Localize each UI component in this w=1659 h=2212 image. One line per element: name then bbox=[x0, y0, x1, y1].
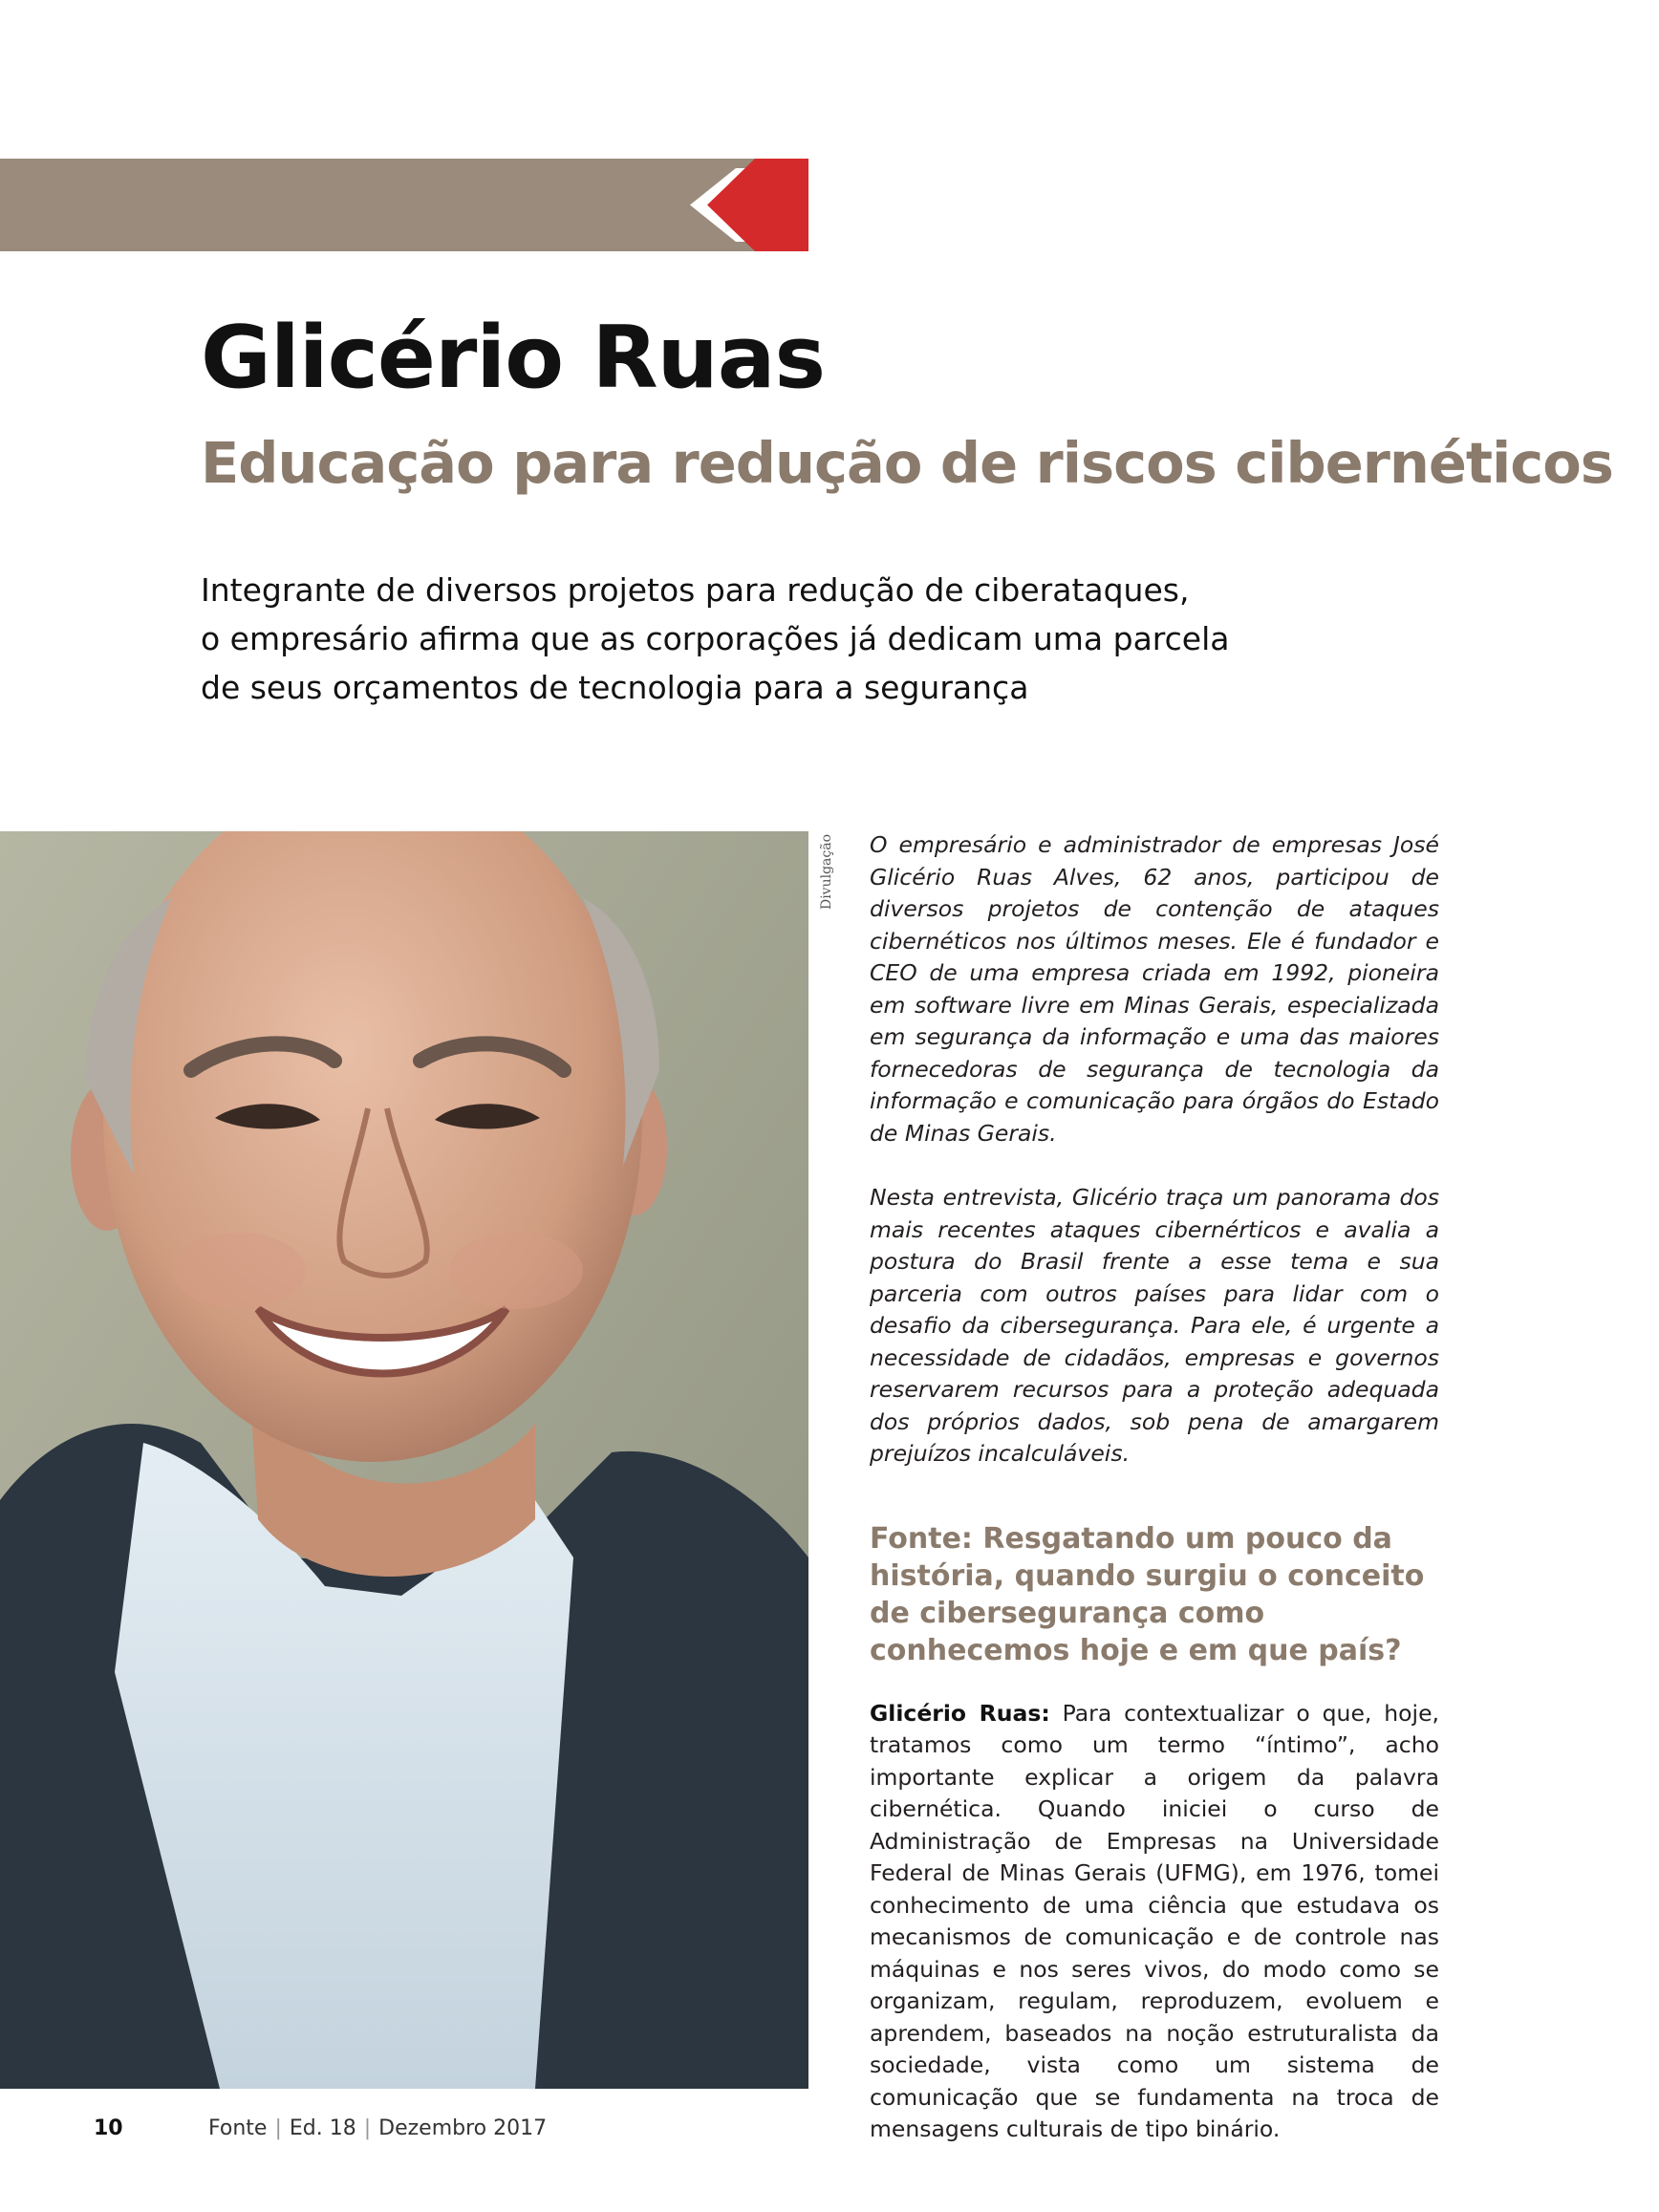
portrait-photo bbox=[0, 831, 808, 2089]
photo-credit: Divulgação bbox=[819, 834, 834, 911]
portrait-illustration bbox=[0, 831, 808, 2089]
lead-paragraph bbox=[201, 566, 1290, 712]
footer-info bbox=[208, 2116, 547, 2140]
lead-line: o empresário afirma que as corporações já dedicam uma parcela bbox=[201, 620, 1230, 657]
footer-separator: | bbox=[363, 2116, 372, 2140]
edition: Ed. 18 bbox=[289, 2116, 356, 2140]
issue-date: Dezembro 2017 bbox=[378, 2116, 548, 2140]
intro-paragraph: Nesta entrevista, Glicério traça um panorama dos mais recentes ataques cibernérticos e avalia a postura do Brasil frente a esse tema e sua parceria com outros países para lidar com o desafio da cibersegurança. Para ele, é urgente a necessidade de cidadãos, empresas e governos reservarem recursos para a proteção adequada dos próprios dados, sob pena de amargarem prejuízos incalculáveis. bbox=[870, 1184, 1439, 1467]
page-number: 10 bbox=[94, 2116, 123, 2140]
page-title: Glicério Ruas bbox=[201, 308, 826, 408]
answer-speaker: Glicério Ruas: bbox=[870, 1699, 1050, 1727]
answer-text: Para contextualizar o que, hoje, tratamos como um termo “íntimo”, acho importante explicar a origem da palavra cibernética. Quando iniciei o curso de Administração de Empresas na Universidade Federal de Minas Gerais (UFMG), em 1976, tomei conhecimento de uma ciência que estudava os mecanismos de comunicação e de controle nas máquinas e nos seres vivos, do modo como se organizam, regulam, reproduzem, evoluem e aprendem, baseados na noção estruturalista da sociedade, vista como um sistema de comunicação que se fundamenta na troca de mensagens culturais de tipo binário. bbox=[870, 1699, 1439, 2142]
page-subtitle: Educação para redução de riscos cibernéticos bbox=[201, 430, 1613, 496]
lead-line: Integrante de diversos projetos para redução de ciberataques, bbox=[201, 571, 1190, 609]
page-footer bbox=[0, 2116, 1659, 2155]
footer-separator: | bbox=[274, 2116, 282, 2140]
intro-paragraph: O empresário e administrador de empresas José Glicério Ruas Alves, 62 anos, participou de diversos projetos de contenção de ataques cibernéticos nos últimos meses. Ele é fundador e CEO de uma empresa criada em 1992, pioneira em software livre em Minas Gerais, especializada em segurança da informação e uma das maiores fornecedoras de segurança de tecnologia da informação e comunicação para órgãos do Estado de Minas Gerais. bbox=[870, 831, 1439, 1147]
interview-answer bbox=[870, 1698, 1439, 2146]
article-column bbox=[870, 829, 1439, 2146]
header-band bbox=[0, 159, 808, 251]
interview-question: Fonte: Resgatando um pouco da história, quando surgiu o conceito de cibersegurança como conhecemos hoje e em que país? bbox=[870, 1521, 1425, 1667]
magazine-name: Fonte bbox=[208, 2116, 268, 2140]
lead-line: de seus orçamentos de tecnologia para a segurança bbox=[201, 669, 1029, 706]
